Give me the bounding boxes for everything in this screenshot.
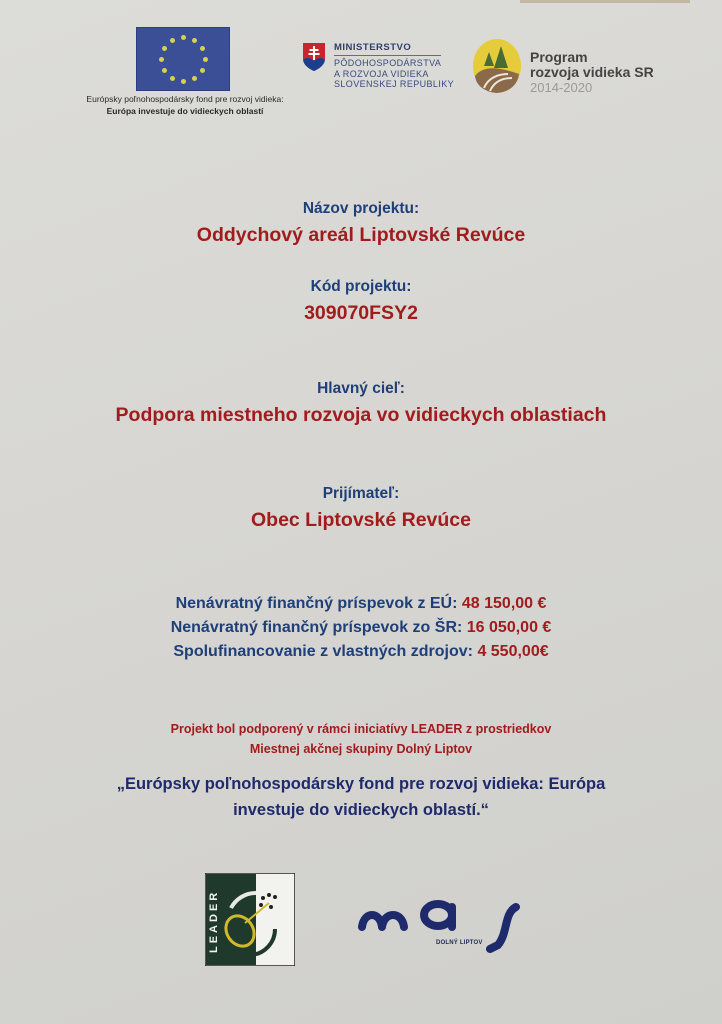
project-name-label: Názov projektu: — [302, 200, 420, 217]
motto-line-2: investuje do vidieckych oblastí.“ — [233, 801, 489, 819]
leader-note-line-2: Miestnej akčnej skupiny Dolný Liptov — [249, 742, 473, 756]
ministry-line-3: A ROZVOJA VIDIEKA — [334, 68, 429, 79]
financing-row-sr — [0, 616, 722, 640]
leader-note — [0, 719, 722, 759]
financing-list — [0, 592, 722, 664]
ministry-divider — [334, 55, 441, 56]
eu-caption-bold: Európa investuje do vidieckych oblastí — [106, 106, 264, 116]
leader-note-line-1: Projekt bol podporený v rámci iniciatívy LEADER z prostriedkov — [170, 722, 552, 736]
eu-caption: Európsky poľnohospodársky fond pre rozvoj vidieka: — [86, 94, 284, 104]
eu-flag-icon — [136, 27, 230, 91]
leader-icon — [205, 873, 295, 966]
ministry-line-4: SLOVENSKEJ REPUBLIKY — [334, 79, 455, 89]
mas-caption: DOLNÝ LIPTOV — [436, 940, 483, 946]
financing-amount: 16 050,00 € — [466, 619, 552, 636]
financing-label: Spolufinancovanie z vlastných zdrojov: — [173, 643, 473, 660]
goal-label: Hlavný cieľ: — [317, 380, 405, 397]
project-code-label: Kód projektu: — [310, 278, 412, 295]
slovak-coat-of-arms-icon — [302, 42, 326, 72]
project-code-value: 309070FSY2 — [304, 302, 418, 324]
ministry-line-2: PÔDOHOSPODÁRSTVA — [334, 58, 442, 68]
financing-amount: 4 550,00€ — [477, 643, 549, 660]
ministry-title: MINISTERSTVO — [334, 42, 412, 53]
rural-landscape-icon — [472, 38, 522, 94]
prv-years: 2014-2020 — [530, 80, 593, 95]
motto — [0, 771, 722, 823]
financing-amount: 48 150,00 € — [461, 595, 547, 612]
recipient-label: Prijímateľ: — [322, 485, 400, 502]
prv-subtitle: rozvoja vidieka SR — [530, 64, 654, 80]
prv-title: Program — [530, 49, 588, 65]
financing-label: Nenávratný finančný príspevok z EÚ: — [175, 595, 458, 612]
project-name-value: Oddychový areál Liptovské Revúce — [196, 224, 526, 246]
financing-row-eu — [0, 592, 722, 616]
svg-text:LEADER: LEADER — [208, 889, 220, 953]
recipient-value: Obec Liptovské Revúce — [250, 509, 471, 531]
motto-line-1: „Európsky poľnohospodársky fond pre rozvoj vidieka: Európa — [116, 775, 606, 793]
top-edge-strip — [520, 0, 690, 3]
goal-value: Podpora miestneho rozvoja vo vidieckych oblastiach — [115, 404, 607, 426]
financing-label: Nenávratný finančný príspevok zo ŠR: — [170, 619, 463, 636]
ministry-name — [334, 58, 454, 90]
financing-row-own — [0, 640, 722, 664]
